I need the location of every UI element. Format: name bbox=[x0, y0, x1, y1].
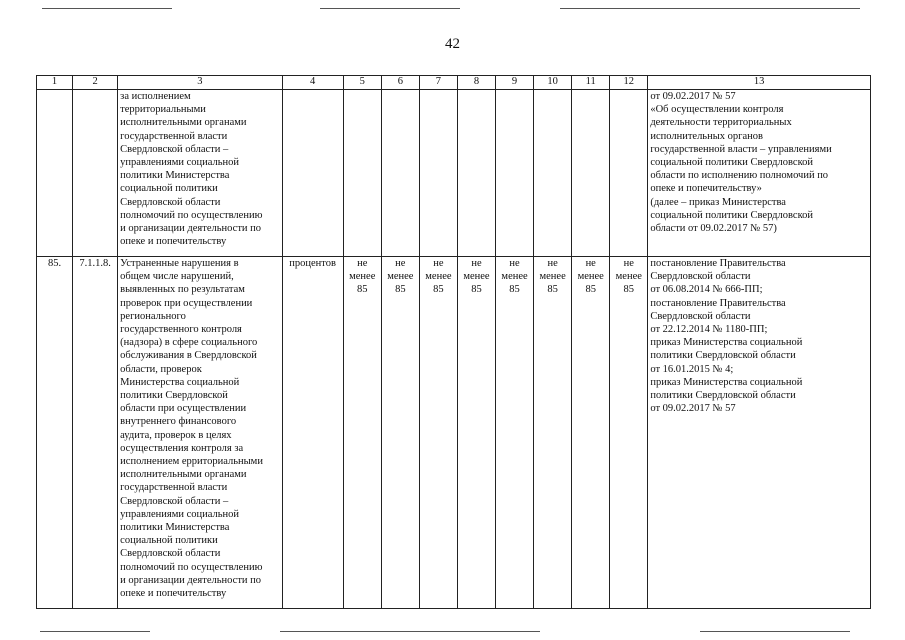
cont-col12 bbox=[610, 90, 648, 257]
text-line: Свердловской области bbox=[650, 310, 751, 322]
text-line: полномочий по осуществлению bbox=[120, 209, 263, 221]
text-line: политики Свердловской области bbox=[650, 390, 796, 402]
text-line: проверок при осуществлении bbox=[120, 297, 253, 309]
page-number: 42 bbox=[445, 36, 460, 52]
text-line: Устраненные нарушения в bbox=[120, 258, 239, 269]
cont-col1 bbox=[37, 90, 73, 257]
indicator-text bbox=[118, 257, 282, 609]
value-line: 85 bbox=[585, 284, 596, 296]
text-line: полномочий по осуществлению bbox=[120, 561, 263, 573]
text-line: Свердловской области – bbox=[120, 143, 229, 155]
text-line: исполнительными органами bbox=[120, 117, 247, 129]
text-line: опеке и попечительству bbox=[120, 588, 227, 600]
text-line: осуществления контроля за bbox=[120, 442, 244, 454]
unit-of-measure: процентов bbox=[282, 257, 343, 609]
value-line: не bbox=[471, 258, 482, 269]
text-line: Свердловской области bbox=[120, 548, 221, 560]
value-line: не bbox=[509, 258, 520, 269]
text-line: территориальными bbox=[120, 104, 206, 116]
column-header: 13 bbox=[648, 76, 871, 90]
value-line: 85 bbox=[356, 284, 368, 296]
text-line: политики Министерства bbox=[120, 522, 230, 534]
cont-col10 bbox=[534, 90, 572, 257]
text-line: социальной политики bbox=[120, 183, 218, 195]
column-header: 11 bbox=[572, 76, 610, 90]
text-line: опеке и попечительству bbox=[120, 236, 227, 248]
column-header: 8 bbox=[457, 76, 495, 90]
value-line: 85 bbox=[547, 284, 558, 296]
value-line: 85 bbox=[395, 284, 406, 296]
cont-indicator-text bbox=[118, 90, 282, 257]
value-line: менее bbox=[539, 271, 566, 283]
indicator-row-85 bbox=[37, 257, 871, 609]
cont-basis-text bbox=[648, 90, 871, 257]
column-header: 12 bbox=[610, 76, 648, 90]
column-header: 7 bbox=[419, 76, 457, 90]
cont-col9 bbox=[496, 90, 534, 257]
value-line: не bbox=[623, 258, 634, 269]
top-rule-mid bbox=[320, 8, 460, 9]
text-line: и организации деятельности по bbox=[120, 223, 262, 235]
text-line: приказ Министерства социальной bbox=[650, 337, 803, 349]
cont-col2 bbox=[73, 90, 118, 257]
text-line: политики Свердловской bbox=[120, 390, 228, 402]
top-rule-right bbox=[560, 8, 860, 9]
text-line: внутреннего финансового bbox=[120, 416, 237, 428]
bottom-rule-right bbox=[700, 631, 850, 632]
cont-col11 bbox=[572, 90, 610, 257]
text-line: (далее – приказ Министерства bbox=[650, 196, 786, 208]
text-line: исполнительных органов bbox=[650, 130, 763, 142]
target-value bbox=[343, 257, 381, 609]
bottom-rule-mid bbox=[280, 631, 540, 632]
column-header: 3 bbox=[118, 76, 282, 90]
text-line: от 09.02.2017 № 57 bbox=[650, 403, 736, 415]
text-line: исполнительными органами bbox=[120, 469, 247, 481]
text-line: опеке и попечительству» bbox=[650, 183, 762, 195]
cont-col7 bbox=[419, 90, 457, 257]
value-line: не bbox=[357, 258, 368, 269]
text-line: постановление Правительства bbox=[650, 297, 786, 309]
target-value bbox=[419, 257, 457, 609]
text-line: приказ Министерства социальной bbox=[650, 376, 803, 388]
text-line: исполнением ерриториальными bbox=[120, 456, 263, 468]
row-number: 85. bbox=[37, 257, 73, 609]
text-line: общем числе нарушений, bbox=[120, 271, 234, 283]
text-line: социальной политики bbox=[120, 535, 218, 547]
text-line: обслуживания в Свердловской bbox=[120, 350, 257, 362]
text-line: регионального bbox=[120, 310, 186, 322]
text-line: от 06.08.2014 № 666-ПП; bbox=[650, 284, 763, 296]
cont-col5 bbox=[343, 90, 381, 257]
text-line: (надзора) в сфере социального bbox=[120, 337, 258, 349]
text-line: от 16.01.2015 № 4; bbox=[650, 363, 734, 375]
top-rule-left bbox=[42, 8, 172, 9]
column-header: 10 bbox=[534, 76, 572, 90]
text-line: аудита, проверок в целях bbox=[120, 429, 232, 441]
text-line: управлениями социальной bbox=[120, 157, 240, 169]
value-line: менее bbox=[425, 271, 452, 283]
text-line: области, проверок bbox=[120, 363, 202, 375]
text-line: постановление Правительства bbox=[650, 258, 786, 269]
text-line: области от 09.02.2017 № 57) bbox=[650, 223, 777, 235]
column-header: 2 bbox=[73, 76, 118, 90]
value-line: 85 bbox=[509, 284, 520, 296]
text-line: управлениями социальной bbox=[120, 508, 240, 520]
column-header: 5 bbox=[343, 76, 381, 90]
value-line: менее bbox=[615, 271, 642, 283]
text-line: государственной власти bbox=[120, 482, 228, 494]
cont-col6 bbox=[381, 90, 419, 257]
column-header: 1 bbox=[37, 76, 73, 90]
value-line: менее bbox=[577, 271, 604, 283]
column-header: 4 bbox=[282, 76, 343, 90]
text-line: за исполнением bbox=[120, 91, 191, 102]
value-line: не bbox=[395, 258, 406, 269]
text-line: деятельности территориальных bbox=[650, 117, 792, 129]
target-value bbox=[534, 257, 572, 609]
target-value bbox=[496, 257, 534, 609]
text-line: области при осуществлении bbox=[120, 403, 247, 415]
value-line: 85 bbox=[623, 284, 635, 296]
value-line: менее bbox=[463, 271, 490, 283]
bottom-rule-left bbox=[40, 631, 150, 632]
value-line: не bbox=[547, 258, 558, 269]
column-header: 9 bbox=[496, 76, 534, 90]
value-line: менее bbox=[501, 271, 528, 283]
continuation-row bbox=[37, 90, 871, 257]
text-line: и организации деятельности по bbox=[120, 574, 262, 586]
text-line: от 09.02.2017 № 57 bbox=[650, 91, 736, 102]
value-line: менее bbox=[349, 271, 376, 283]
column-number-row bbox=[37, 76, 871, 90]
value-line: не bbox=[433, 258, 444, 269]
text-line: государственной власти bbox=[120, 130, 228, 142]
target-value bbox=[610, 257, 648, 609]
document-table bbox=[36, 75, 871, 609]
text-line: Свердловской области bbox=[120, 196, 221, 208]
legal-basis-text bbox=[648, 257, 871, 609]
text-line: области по исполнению полномочий по bbox=[650, 170, 829, 182]
text-line: государственной власти – управлениями bbox=[650, 143, 832, 155]
value-line: 85 bbox=[471, 284, 482, 296]
text-line: политики Министерства bbox=[120, 170, 230, 182]
cont-col8 bbox=[457, 90, 495, 257]
text-line: политики Свердловской области bbox=[650, 350, 796, 362]
cont-col4 bbox=[282, 90, 343, 257]
target-value bbox=[381, 257, 419, 609]
text-line: Свердловской области – bbox=[120, 495, 229, 507]
target-value bbox=[572, 257, 610, 609]
value-line: не bbox=[585, 258, 596, 269]
text-line: Министерства социальной bbox=[120, 376, 240, 388]
text-line: Свердловской области bbox=[650, 271, 751, 283]
text-line: выявленных по результатам bbox=[120, 284, 245, 296]
value-line: 85 bbox=[433, 284, 444, 296]
target-value bbox=[457, 257, 495, 609]
text-line: государственного контроля bbox=[120, 324, 242, 336]
text-line: социальной политики Свердловской bbox=[650, 209, 814, 221]
indicator-code: 7.1.1.8. bbox=[73, 257, 118, 609]
text-line: «Об осуществлении контроля bbox=[650, 104, 784, 116]
column-header: 6 bbox=[381, 76, 419, 90]
value-line: менее bbox=[387, 271, 414, 283]
text-line: социальной политики Свердловской bbox=[650, 157, 814, 169]
text-line: от 22.12.2014 № 1180-ПП; bbox=[650, 324, 768, 336]
